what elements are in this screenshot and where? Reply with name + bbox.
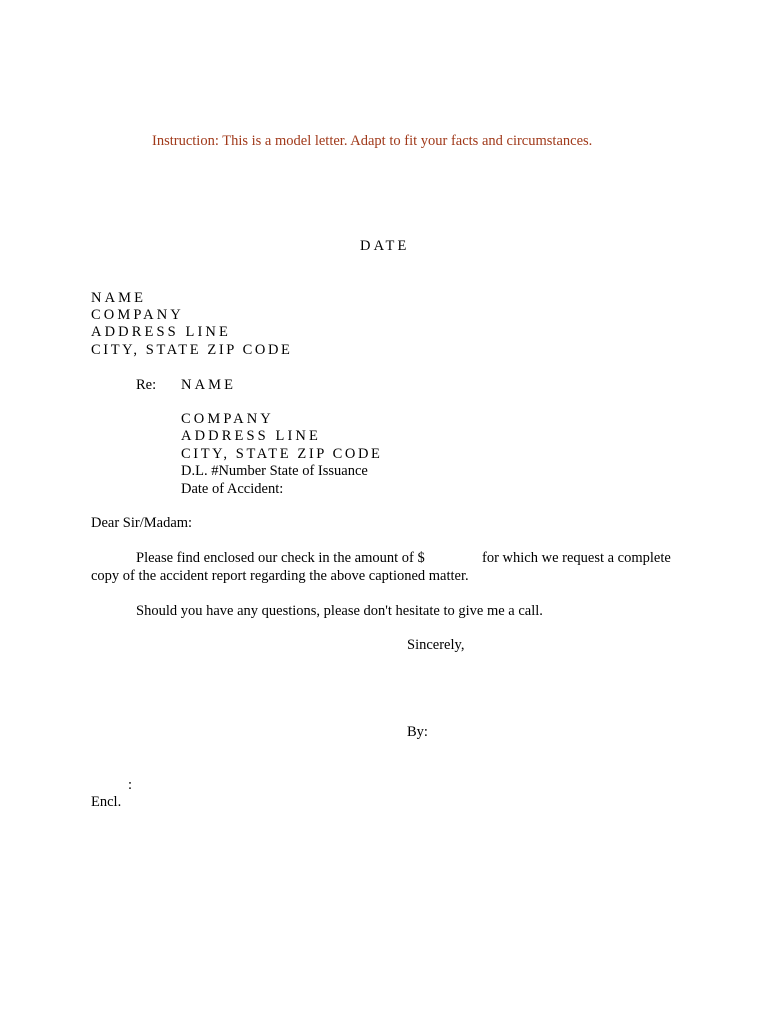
date-placeholder: DATE — [360, 238, 410, 254]
recipient-name: NAME — [91, 290, 147, 306]
re-name: NAME — [181, 377, 237, 393]
body-p1-line2: copy of the accident report regarding the above captioned matter. — [91, 568, 469, 584]
re-address: ADDRESS LINE — [181, 428, 321, 444]
recipient-company: COMPANY — [91, 307, 184, 323]
body-paragraph-2: Should you have any questions, please don't hesitate to give me a call. — [136, 603, 543, 619]
re-company: COMPANY — [181, 411, 274, 427]
recipient-address: ADDRESS LINE — [91, 324, 231, 340]
body-p1-start: Please find enclosed our check in the amount of $ — [136, 550, 425, 566]
re-drivers-license: D.L. #Number State of Issuance — [181, 463, 368, 479]
body-p1-end: for which we request a complete — [482, 550, 671, 566]
re-city-state-zip: CITY, STATE ZIP CODE — [181, 446, 383, 462]
enclosure: Encl. — [91, 794, 122, 810]
instruction-note: Instruction: This is a model letter. Adapt to fit your facts and circumstances. — [152, 133, 593, 149]
recipient-city-state-zip: CITY, STATE ZIP CODE — [91, 342, 293, 358]
re-label: Re: — [136, 377, 157, 393]
typist-initials-colon: : — [128, 777, 133, 793]
closing: Sincerely, — [407, 637, 465, 653]
signature-by: By: — [407, 724, 428, 740]
salutation: Dear Sir/Madam: — [91, 515, 193, 531]
re-date-of-accident: Date of Accident: — [181, 481, 284, 497]
